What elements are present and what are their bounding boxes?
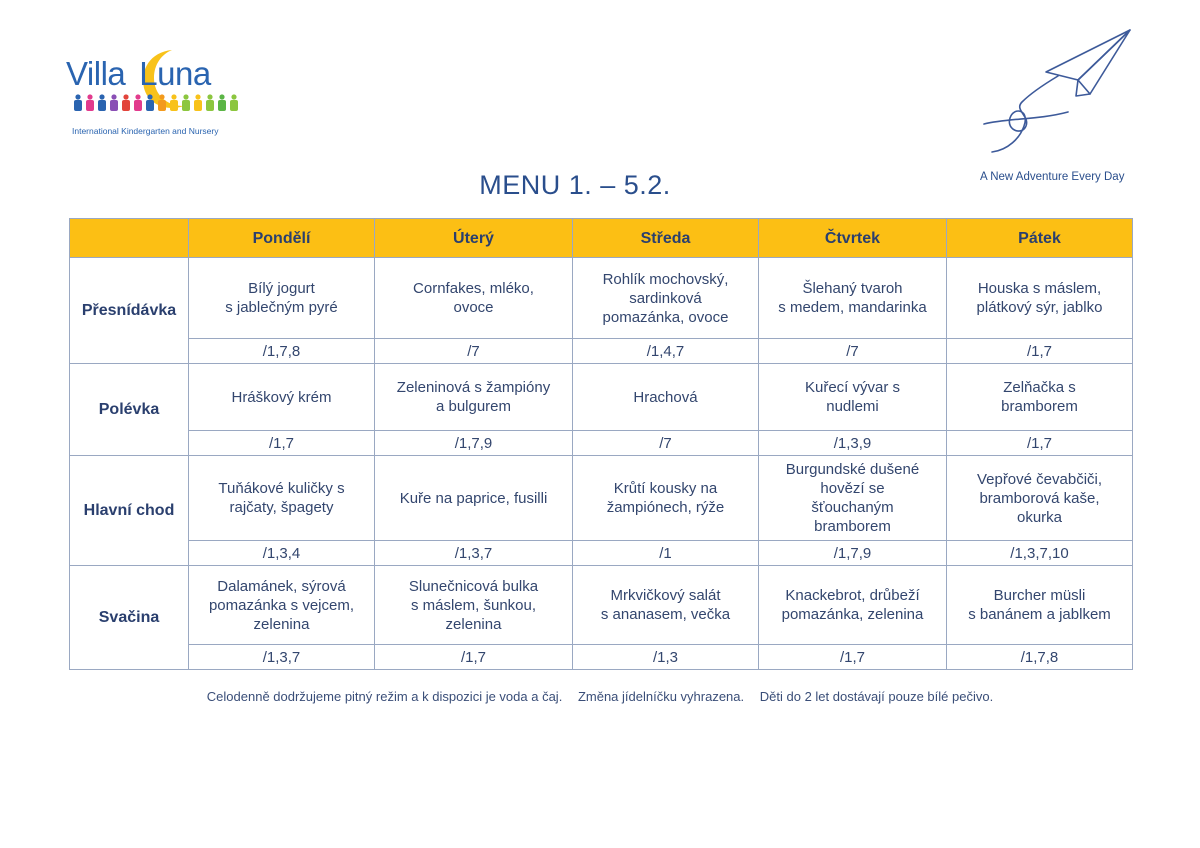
- day-header: Středa: [573, 219, 759, 258]
- children-figures-icon: [72, 94, 244, 112]
- allergen-codes: /1,7,9: [759, 541, 947, 566]
- table-row: [70, 258, 1133, 339]
- logo-wordmark: [66, 56, 211, 92]
- menu-item-text: Šlehaný tvaroh s medem, mandarinka: [778, 280, 927, 316]
- menu-item: [573, 566, 759, 645]
- menu-item: [947, 566, 1133, 645]
- footer-notes: [0, 689, 1200, 704]
- menu-body: [70, 258, 1133, 670]
- tagline: A New Adventure Every Day: [980, 171, 1125, 183]
- villa-luna-logo: [66, 44, 246, 140]
- menu-item-text: Knackebrot, drůbeží pomazánka, zelenina: [781, 587, 924, 623]
- menu-item-text: Slunečnicová bulka s máslem, šunkou, zelenina: [408, 577, 539, 633]
- allergen-codes: /1,7,8: [947, 645, 1133, 670]
- allergen-codes: /7: [573, 431, 759, 456]
- menu-item-text: Burcher müsli s banánem a jablkem: [968, 587, 1111, 623]
- menu-item-text: Mrkvičkový salát s ananasem, večka: [600, 587, 731, 623]
- menu-item-text: Houska s máslem, plátkový sýr, jablko: [976, 280, 1103, 316]
- allergen-codes: /1,3,7: [375, 541, 573, 566]
- meal-label: Přesnídávka: [70, 258, 189, 364]
- logo-luna: Luna: [139, 55, 211, 92]
- menu-item-text: Krůtí kousky na žampiónech, rýže: [606, 480, 725, 516]
- menu-item: [375, 456, 573, 541]
- menu-item: [189, 566, 375, 645]
- menu-item: [759, 258, 947, 339]
- menu-item-text: Vepřové čevabčiči, bramborová kaše, okurka: [976, 470, 1103, 526]
- allergen-codes: /1,7: [189, 431, 375, 456]
- menu-item-text: Hráškový krém: [231, 388, 332, 406]
- menu-item: [375, 566, 573, 645]
- menu-item: [375, 364, 573, 431]
- paper-plane-icon: [978, 26, 1138, 158]
- allergen-codes: /1,7,8: [189, 339, 375, 364]
- menu-item-text: Burgundské dušené hovězí se šťouchaným bramborem: [785, 461, 920, 535]
- menu-item-text: Zelňačka s bramborem: [1001, 379, 1078, 415]
- allergen-row: [70, 339, 1133, 364]
- menu-item-text: Zeleninová s žampióny a bulgurem: [396, 379, 551, 415]
- table-header-row: [70, 219, 1133, 258]
- footer-note: Změna jídelníčku vyhrazena.: [577, 689, 745, 704]
- menu-item: [573, 456, 759, 541]
- menu-item: [573, 364, 759, 431]
- allergen-row: [70, 431, 1133, 456]
- logo-subtitle: International Kindergarten and Nursery: [72, 126, 219, 136]
- table-row: [70, 364, 1133, 431]
- menu-item: [375, 258, 573, 339]
- menu-item: [759, 456, 947, 541]
- menu-item: [189, 364, 375, 431]
- allergen-row: [70, 541, 1133, 566]
- allergen-codes: /1,7,9: [375, 431, 573, 456]
- allergen-row: [70, 645, 1133, 670]
- day-header: Úterý: [375, 219, 573, 258]
- allergen-codes: /1,7: [759, 645, 947, 670]
- menu-item: [189, 258, 375, 339]
- logo-villa: Villa: [66, 55, 126, 92]
- menu-table: [69, 218, 1133, 670]
- allergen-codes: /1,3,4: [189, 541, 375, 566]
- menu-item: [947, 364, 1133, 431]
- menu-item-text: Kuřecí vývar s nudlemi: [804, 379, 901, 415]
- menu-item: [189, 456, 375, 541]
- menu-item-text: Kuře na paprice, fusilli: [399, 489, 548, 507]
- menu-item: [947, 258, 1133, 339]
- menu-item: [759, 364, 947, 431]
- table-row: [70, 566, 1133, 645]
- menu-item: [759, 566, 947, 645]
- day-header: Pondělí: [189, 219, 375, 258]
- menu-item-text: Cornfakes, mléko, ovoce: [413, 280, 534, 316]
- meal-label: Hlavní chod: [70, 456, 189, 566]
- day-header: Čtvrtek: [759, 219, 947, 258]
- allergen-codes: /1: [573, 541, 759, 566]
- meal-label: Polévka: [70, 364, 189, 456]
- header-corner: [70, 219, 189, 258]
- footer-note: Děti do 2 let dostávají pouze bílé pečivo.: [759, 689, 994, 704]
- allergen-codes: /1,4,7: [573, 339, 759, 364]
- menu-item-text: Bílý jogurt s jablečným pyré: [225, 280, 338, 316]
- allergen-codes: /1,7: [947, 339, 1133, 364]
- menu-item: [573, 258, 759, 339]
- menu-item-text: Rohlík mochovský, sardinková pomazánka, ovoce: [602, 270, 729, 326]
- allergen-codes: /1,3,9: [759, 431, 947, 456]
- allergen-codes: /1,7: [947, 431, 1133, 456]
- page-title: MENU 1. – 5.2.: [479, 170, 671, 200]
- allergen-codes: /7: [375, 339, 573, 364]
- allergen-codes: /7: [759, 339, 947, 364]
- allergen-codes: /1,3,7,10: [947, 541, 1133, 566]
- table-row: [70, 456, 1133, 541]
- day-header: Pátek: [947, 219, 1133, 258]
- footer-note: Celodenně dodržujeme pitný režim a k dispozici je voda a čaj.: [206, 689, 563, 704]
- menu-item-text: Dalamánek, sýrová pomazánka s vejcem, zelenina: [208, 577, 355, 633]
- meal-label: Svačina: [70, 566, 189, 670]
- allergen-codes: /1,3: [573, 645, 759, 670]
- allergen-codes: /1,3,7: [189, 645, 375, 670]
- menu-item-text: Hrachová: [633, 388, 698, 406]
- allergen-codes: /1,7: [375, 645, 573, 670]
- menu-item-text: Tuňákové kuličky s rajčaty, špagety: [218, 480, 345, 516]
- menu-item: [947, 456, 1133, 541]
